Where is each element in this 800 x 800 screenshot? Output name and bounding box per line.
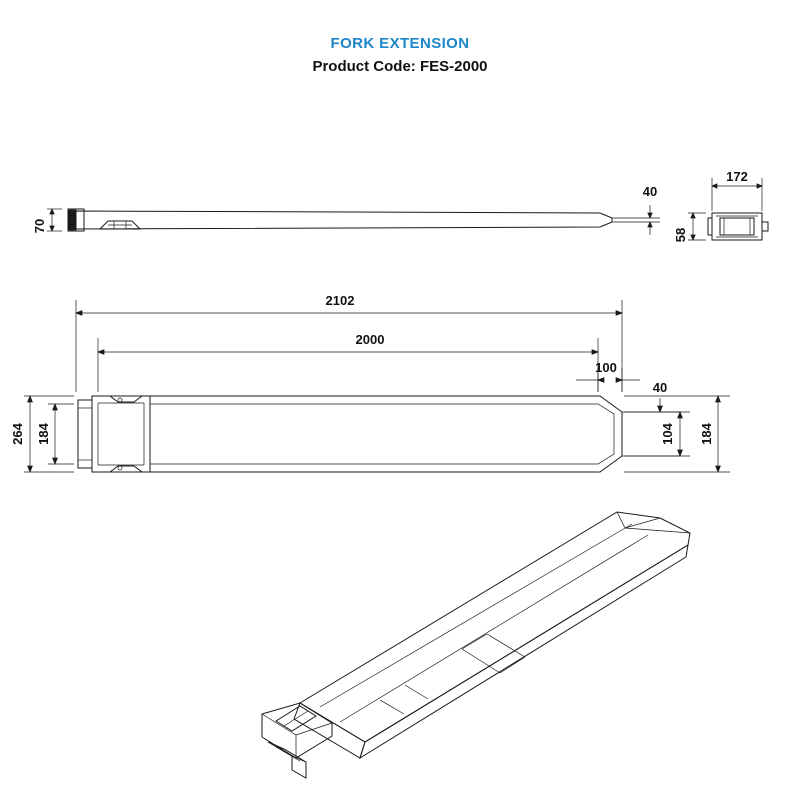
dimension-40-side (612, 184, 660, 235)
dimension-label-58: 58 (673, 227, 688, 243)
dimension-label-184-left: 184 (36, 423, 51, 445)
plan-view (10, 293, 730, 472)
dimension-label-104: 104 (660, 423, 675, 445)
dimension-label-264: 264 (10, 423, 25, 445)
dimension-2102 (76, 293, 622, 392)
dimension-70-side (32, 209, 62, 233)
page-title: FORK EXTENSION (330, 35, 470, 52)
dimension-100 (576, 360, 640, 392)
dimension-label-184-right: 184 (699, 423, 714, 445)
dimension-label-40-plan: 40 (652, 380, 668, 395)
dimension-label-40-side: 40 (642, 184, 658, 199)
dimension-58-section (673, 213, 706, 242)
dimension-label-100: 100 (595, 360, 617, 375)
dimension-184-left (36, 404, 74, 464)
dimension-label-70: 70 (32, 218, 47, 234)
dimension-label-2102: 2102 (325, 293, 355, 308)
side-elevation-view (32, 184, 660, 235)
dimension-184-right (624, 396, 730, 472)
cross-section-view (673, 169, 768, 242)
product-code: Product Code: FES-2000 (312, 58, 488, 75)
isometric-view (262, 512, 690, 778)
dimension-label-2000: 2000 (355, 332, 385, 347)
dimension-label-172: 172 (726, 169, 748, 184)
dimension-172-section (712, 169, 762, 211)
dimension-2000 (98, 332, 598, 392)
